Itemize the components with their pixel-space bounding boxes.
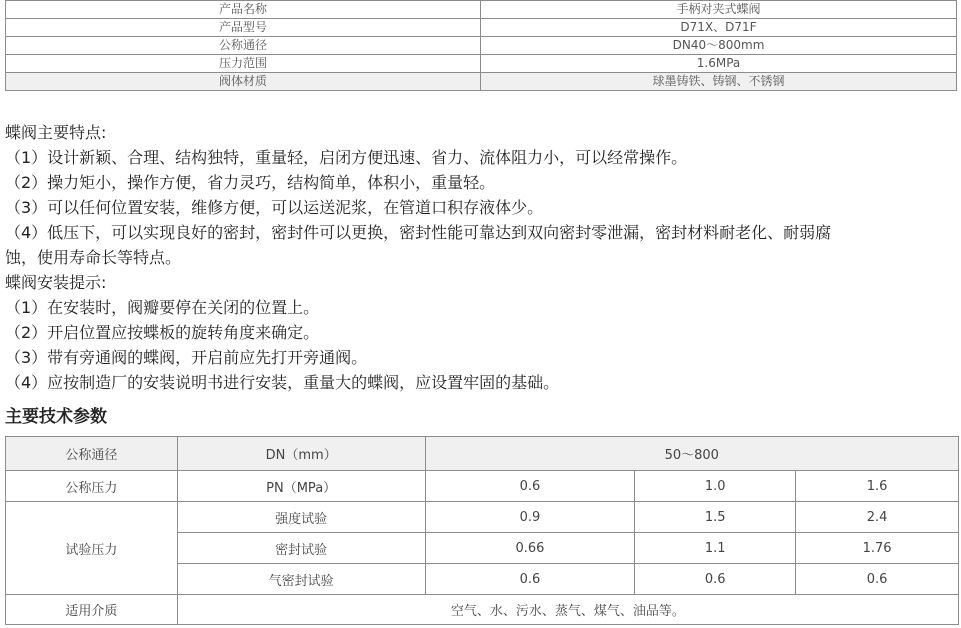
pn-label: 公称压力	[6, 471, 178, 502]
table-row	[6, 595, 959, 625]
feature-item-continued: 蚀，使用寿命长等特点。	[5, 248, 182, 267]
product-name-label: 产品名称	[6, 1, 481, 19]
feature-item: （4）低压下，可以实现良好的密封，密封件可以更换，密封性能可靠达到双向密封零泄漏，密封材料耐老化、耐弱腐	[5, 223, 832, 242]
table-row	[6, 19, 957, 37]
air-seal-test-label: 气密封试验	[177, 564, 425, 595]
medium-value: 空气、水、污水、蒸气、煤气、油品等。	[177, 595, 958, 625]
table-row	[6, 502, 959, 533]
install-item: （4）应按制造厂的安装说明书进行安装，重量大的蝶阀，应设置牢固的基础。	[5, 373, 560, 392]
table-cell: 2.4	[796, 502, 959, 533]
product-name-value: 手柄对夹式蝶阀	[481, 1, 957, 19]
install-item: （2）开启位置应按蝶板的旋转角度来确定。	[5, 323, 320, 342]
feature-item: （2）操力矩小，操作方便，省力灵巧，结构简单，体积小，重量轻。	[5, 173, 496, 192]
table-row	[6, 437, 959, 471]
table-cell: 0.9	[425, 502, 635, 533]
table-row	[6, 471, 959, 502]
table-cell: 1.1	[635, 533, 796, 564]
table-cell: 0.66	[425, 533, 635, 564]
table-cell: 0.6	[425, 564, 635, 595]
nominal-diameter-label: 公称通径	[6, 37, 481, 55]
medium-label: 适用介质	[6, 595, 178, 625]
install-item: （1）在安装时，阀瓣要停在关闭的位置上。	[5, 298, 320, 317]
feature-item: （3）可以任何位置安装，维修方便，可以运送泥浆，在管道口积存液体少。	[5, 198, 544, 217]
table-cell: 1.76	[796, 533, 959, 564]
product-model-label: 产品型号	[6, 19, 481, 37]
body-material-label: 阀体材质	[6, 73, 481, 91]
table-row	[6, 55, 957, 73]
nominal-diameter-value: DN40～800mm	[481, 37, 957, 55]
table-cell: 1.6	[796, 471, 959, 502]
dn-label: 公称通径	[6, 437, 178, 471]
table-cell: 0.6	[635, 564, 796, 595]
pn-unit: PN（MPa）	[177, 471, 425, 502]
pressure-range-value: 1.6MPa	[481, 55, 957, 73]
table-row	[6, 1, 957, 19]
table-row	[6, 37, 957, 55]
product-info-table	[5, 0, 957, 91]
table-cell: 0.6	[796, 564, 959, 595]
table-row	[6, 73, 957, 91]
dn-range: 50～800	[425, 437, 958, 471]
pressure-range-label: 压力范围	[6, 55, 481, 73]
dn-unit: DN（mm）	[177, 437, 425, 471]
features-heading: 蝶阀主要特点:	[5, 123, 107, 142]
table-cell: 1.0	[635, 471, 796, 502]
table-cell: 1.5	[635, 502, 796, 533]
strength-test-label: 强度试验	[177, 502, 425, 533]
body-material-value: 球墨铸铁、铸钢、不锈钢	[481, 73, 957, 91]
table-cell: 0.6	[425, 471, 635, 502]
install-item: （3）带有旁通阀的蝶阀，开启前应先打开旁通阀。	[5, 348, 368, 367]
test-pressure-label: 试验压力	[6, 502, 178, 595]
section-title: 主要技术参数	[5, 407, 107, 427]
product-model-value: D71X、D71F	[481, 19, 957, 37]
install-heading: 蝶阀安装提示:	[5, 273, 107, 292]
seal-test-label: 密封试验	[177, 533, 425, 564]
technical-params-table	[5, 436, 959, 625]
feature-item: （1）设计新颖、合理、结构独特，重量轻，启闭方便迅速、省力、流体阻力小，可以经常操作。	[5, 148, 688, 167]
